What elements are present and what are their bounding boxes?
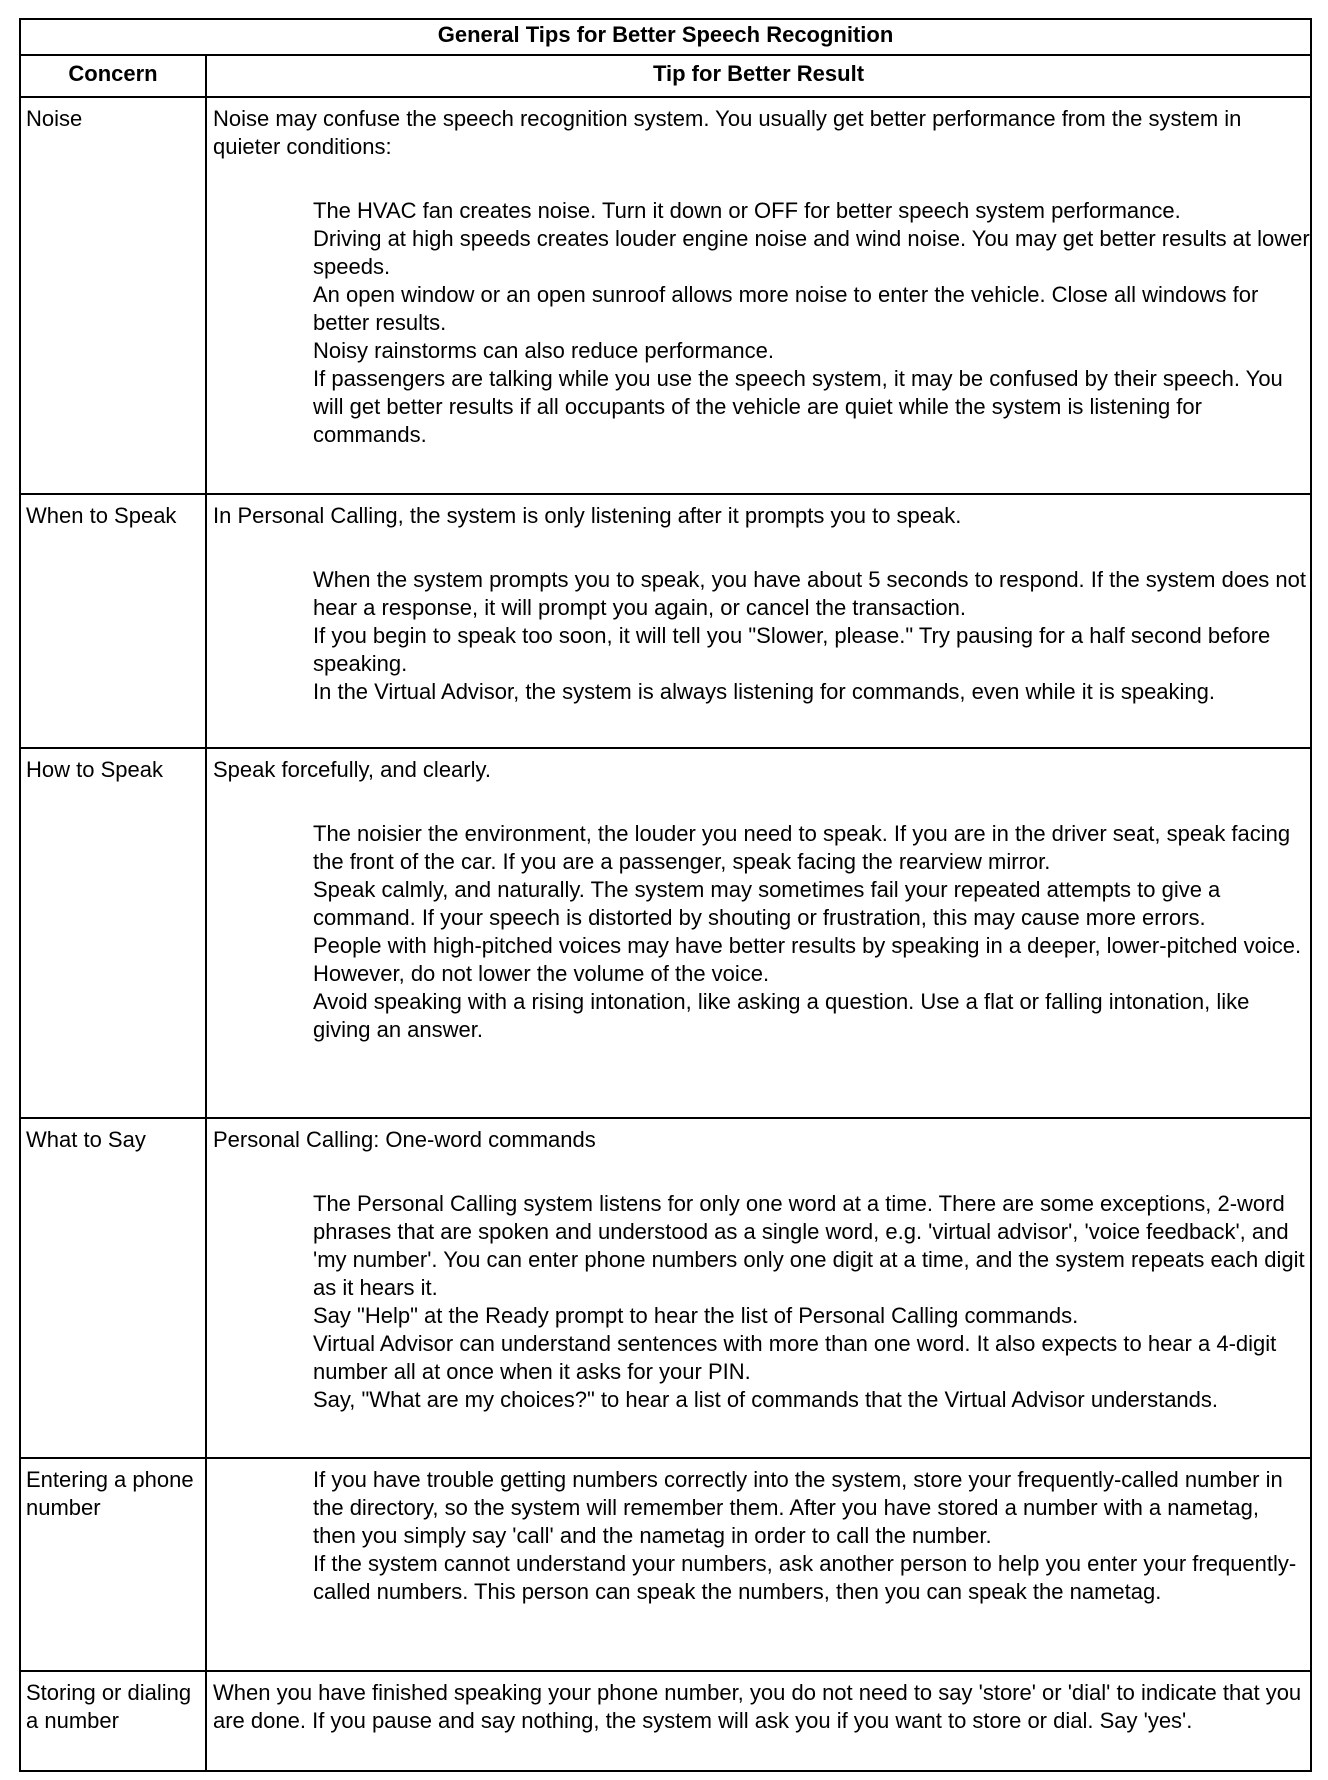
list-item: Say, "What are my choices?" to hear a list of commands that the Virtual Advisor understands.	[313, 1387, 1219, 1412]
tip-list	[213, 566, 1310, 706]
list-item: If you have trouble getting numbers correctly into the system, store your frequently-called number in the directory, so the system will remember them. After you have stored a number with a nametag, then you simply say 'call' and the nametag in order to call the number.	[313, 1467, 1283, 1548]
list-item: Speak calmly, and naturally. The system may sometimes fail your repeated attempts to give a command. If your speech is distorted by shouting or frustration, this may cause more errors.	[313, 877, 1221, 930]
table-row	[20, 748, 1311, 1118]
tip-intro: Noise may confuse the speech recognition system. You usually get better performance from the system in quieter conditions:	[213, 106, 1242, 159]
tip-list	[213, 197, 1310, 449]
list-item: If you begin to speak too soon, it will tell you "Slower, please." Try pausing for a half second before speaking.	[313, 623, 1271, 676]
list-item: The Personal Calling system listens for only one word at a time. There are some exceptions, 2-word phrases that are spoken and understood as a single word, e.g. 'virtual advisor', 'voice feedback', and 'my number'. You can enter phone numbers only one digit at a time, and the system repeats each digit as it hears it.	[313, 1191, 1305, 1300]
tip-list	[213, 1466, 1302, 1606]
tip-cell	[206, 1118, 1311, 1458]
table-title: General Tips for Better Speech Recognition	[20, 19, 1311, 55]
tip-list	[213, 820, 1310, 1044]
concern-cell: When to Speak	[20, 494, 206, 748]
tip-intro: When you have finished speaking your phone number, you do not need to say 'store' or 'dial' to indicate that you are done. If you pause and say nothing, the system will ask you if you want to store or dial. Say 'yes'.	[213, 1680, 1302, 1733]
speech-tips-table	[19, 18, 1312, 1772]
list-item: The HVAC fan creates noise. Turn it down or OFF for better speech system performance.	[313, 198, 1181, 223]
table-row	[20, 494, 1311, 748]
table-row	[20, 1458, 1311, 1671]
concern-cell: How to Speak	[20, 748, 206, 1118]
concern-cell: Storing or dialing a number	[20, 1671, 206, 1771]
tip-list	[213, 1190, 1310, 1414]
list-item: An open window or an open sunroof allows more noise to enter the vehicle. Close all windows for better results.	[313, 282, 1259, 335]
table-row	[20, 1671, 1311, 1771]
tip-cell	[206, 1458, 1311, 1671]
tip-cell	[206, 97, 1311, 494]
list-item: When the system prompts you to speak, you have about 5 seconds to respond. If the system does not hear a response, it will prompt you again, or cancel the transaction.	[313, 567, 1306, 620]
list-item: Noisy rainstorms can also reduce performance.	[313, 338, 774, 363]
list-item: If the system cannot understand your numbers, ask another person to help you enter your frequently-called numbers. This person can speak the numbers, then you can speak the nametag.	[313, 1551, 1297, 1604]
table-row	[20, 1118, 1311, 1458]
concern-cell: What to Say	[20, 1118, 206, 1458]
list-item: Virtual Advisor can understand sentences with more than one word. It also expects to hear a 4-digit number all at once when it asks for your PIN.	[313, 1331, 1277, 1384]
tip-cell	[206, 748, 1311, 1118]
header-concern: Concern	[20, 55, 206, 97]
tip-cell	[206, 494, 1311, 748]
header-tip: Tip for Better Result	[206, 55, 1311, 97]
list-item: In the Virtual Advisor, the system is always listening for commands, even while it is speaking.	[313, 679, 1216, 704]
list-item: Say "Help" at the Ready prompt to hear the list of Personal Calling commands.	[313, 1303, 1079, 1328]
concern-cell: Noise	[20, 97, 206, 494]
list-item: The noisier the environment, the louder you need to speak. If you are in the driver seat, speak facing the front of the car. If you are a passenger, speak facing the rearview mirror.	[313, 821, 1291, 874]
list-item: If passengers are talking while you use the speech system, it may be confused by their speech. You will get better results if all occupants of the vehicle are quiet while the system is listening for commands.	[313, 366, 1283, 447]
list-item: People with high-pitched voices may have better results by speaking in a deeper, lower-pitched voice. However, do not lower the volume of the voice.	[313, 933, 1302, 986]
tip-intro: Speak forcefully, and clearly.	[213, 757, 491, 782]
tip-intro: In Personal Calling, the system is only listening after it prompts you to speak.	[213, 503, 962, 528]
tip-cell	[206, 1671, 1311, 1771]
list-item: Avoid speaking with a rising intonation, like asking a question. Use a flat or falling intonation, like giving an answer.	[313, 989, 1250, 1042]
list-item: Driving at high speeds creates louder engine noise and wind noise. You may get better results at lower speeds.	[313, 226, 1310, 279]
tip-intro: Personal Calling: One-word commands	[213, 1127, 596, 1152]
concern-cell: Entering a phone number	[20, 1458, 206, 1671]
table-row	[20, 97, 1311, 494]
